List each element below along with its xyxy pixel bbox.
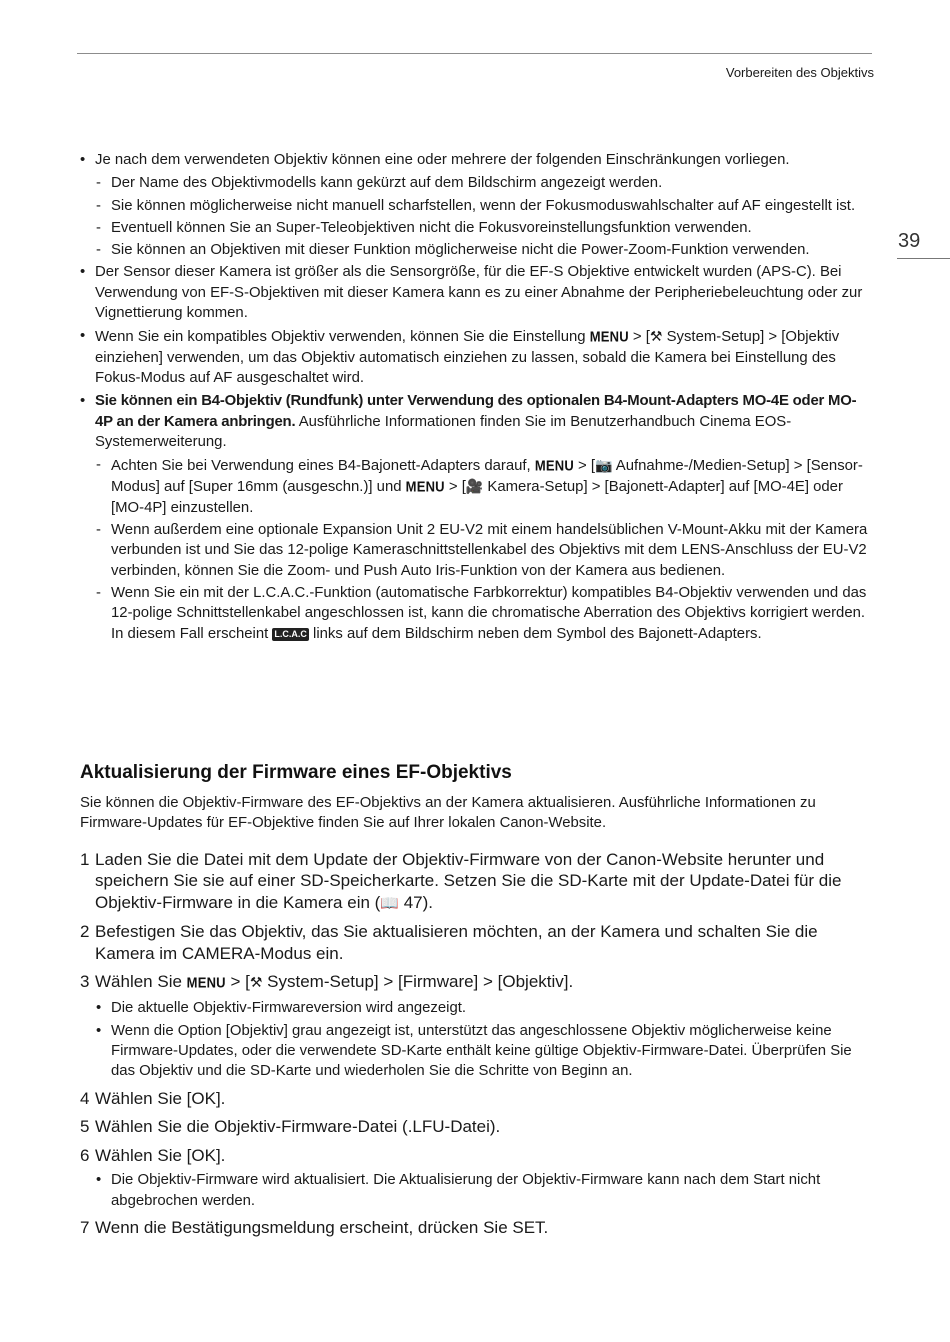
step-note: • Die Objektiv-Firmware wird aktualisiert. Die Aktualisierung der Objektiv-Firmware kann nach dem Start nicht abgebrochen werden. (80, 1170, 872, 1211)
step-note: • Wenn die Option [Objektiv] grau angezeigt ist, unterstützt das angeschlossene Objektiv möglicherweise keine Firmware-Updates, oder die verwendete SD-Karte enthält keine gültige Objektiv-Firmware-Datei. Überprüfen Sie das Objektiv und die SD-Karte und wiederholen Sie die Schritte von Beginn an. (80, 1021, 872, 1082)
dash-item: - Sie können an Objektiven mit dieser Funktion möglicherweise nicht die Power-Zoom-Funktion verwenden. (80, 240, 872, 260)
dash-item: - Eventuell können Sie an Super-Teleobjektiven nicht die Fokusvoreinstellungsfunktion verwenden. (80, 218, 872, 238)
dash-item: - Achten Sie bei Verwendung eines B4-Bajonett-Adapters darauf, MENU > [📷 Aufnahme-/Medien-Setup] > [Sensor-Modus] auf [Super 16mm (ausgeschn.)] und MENU > [🎥 Kamera-Setup] > [Bajonett-Adapter] auf [MO-4E] oder [MO-4P] einzustellen. (80, 455, 872, 518)
section-title: Aktualisierung der Firmware eines EF-Objektivs (80, 762, 512, 783)
menu-icon: MENU (186, 973, 226, 992)
step-2: 2 Befestigen Sie das Objektiv, das Sie aktualisieren möchten, an der Kamera und schalten Sie die Kamera im CAMERA-Modus ein. (80, 922, 818, 963)
lcac-icon: L.C.A.C (274, 628, 307, 639)
menu-icon: MENU (405, 478, 445, 496)
dash-item: - Sie können möglicherweise nicht manuell scharfstellen, wenn der Fokusmoduswahlschalter auf AF eingestellt ist. (80, 196, 872, 216)
dash-item: - Wenn außerdem eine optionale Expansion Unit 2 EU-V2 mit einem handelsüblichen V-Mount-Akku mit der Kamera verbunden ist und Sie das 12-polige Kameraschnittstellenkabel des Objektivs mit dem LENS-Anschluss der EU-V2 verbinden, können Sie die Zoom- und Push Auto Iris-Funktion von der Kamera aus bedienen. (80, 520, 872, 581)
camera-card-icon: 📷 (595, 457, 613, 474)
menu-icon: MENU (589, 328, 629, 346)
wrench-icon: ⚒ (649, 328, 663, 345)
movie-camera-icon: 🎥 (465, 478, 484, 495)
running-header: Vorbereiten des Objektivs (725, 65, 874, 80)
bullet-retract: • Wenn Sie ein kompatibles Objektiv verwenden, können Sie die Einstellung MENU > [⚒ System-Setup] > [Objektiv einziehen] verwenden, um das Objektiv automatisch einziehen zu lassen, sobald die Kamera bei Einstellung des Fokus-Modus auf AF ausgeschaltet wird. (80, 326, 872, 388)
notes-list (80, 150, 872, 646)
step-4: 4 Wählen Sie [OK]. (80, 1088, 226, 1108)
wrench-icon: ⚒ (249, 974, 263, 991)
step-5: 5 Wählen Sie die Objektiv-Firmware-Datei (.LFU-Datei). (80, 1117, 501, 1137)
step-7: 7 Wenn die Bestätigungsmeldung erscheint, drücken Sie SET. (80, 1217, 549, 1237)
header-rule (77, 53, 872, 54)
step-3: 3 Wählen Sie MENU > [⚒ System-Setup] > [Firmware] > [Objektiv]. (80, 971, 872, 994)
firmware-section (80, 762, 872, 1245)
bullet-sensor: • Der Sensor dieser Kamera ist größer als die Sensorgröße, für die EF-S Objektive entwickelt wurden (APS-C). Bei Verwendung von EF-S-Objektiven mit dieser Kamera kann es zu einer Abnahme der Peripheriebeleuchtung oder zur Vignettierung kommen. (80, 262, 872, 323)
book-icon: 📖 (380, 894, 399, 912)
step-1: 1 Laden Sie die Datei mit dem Update der Objektiv-Firmware von der Canon-Website herunter und speichern Sie sie auf einer SD-Speicherkarte. Setzen Sie die SD-Karte mit der Update-Datei für die Objektiv-Firmware in die Kamera ein (📖 47). (80, 849, 872, 915)
bullet-restrictions: • Je nach dem verwendeten Objektiv können eine oder mehrere der folgenden Einschränkungen vorliegen. (80, 150, 872, 170)
bullet-b4: • Sie können ein B4-Objektiv (Rundfunk) unter Verwendung des optionalen B4-Mount-Adapters MO-4E oder MO-4P an der Kamera anbringen. Ausführliche Informationen finden Sie im Benutzerhandbuch Cinema EOS-Systemerweiterung. (80, 391, 872, 452)
dash-item: - Der Name des Objektivmodells kann gekürzt auf dem Bildschirm angezeigt werden. (80, 173, 872, 193)
step-6: 6 Wählen Sie [OK]. (80, 1145, 226, 1165)
page-number: 39 (897, 230, 950, 259)
step-note: • Die aktuelle Objektiv-Firmwareversion wird angezeigt. (80, 998, 872, 1018)
menu-icon: MENU (534, 456, 574, 475)
dash-item: - Wenn Sie ein mit der L.C.A.C.-Funktion (automatische Farbkorrektur) kompatibles B4-Objektiv verwenden und das 12-polige Schnittstellenkabel angeschlossen ist, kann die chromatische Aberration des Objektivs korrigiert werden. In diesem Fall erscheint L.C.A.C links auf dem Bildschirm neben dem Symbol des Bajonett-Adapters. (80, 583, 872, 644)
section-intro: Sie können die Objektiv-Firmware des EF-Objektivs an der Kamera aktualisieren. Ausführliche Informationen zu Firmware-Updates für EF-Objektive finden Sie auf Ihrer lokalen Canon-Website. (80, 795, 816, 832)
